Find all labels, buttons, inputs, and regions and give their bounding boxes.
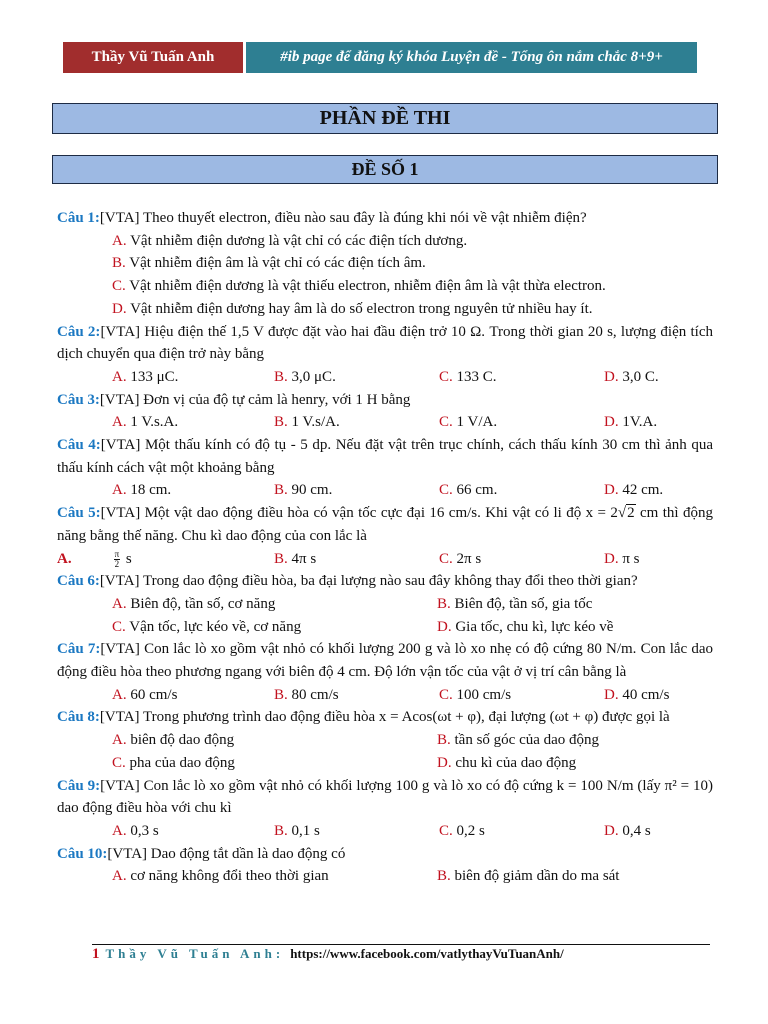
question-number: Câu 2:	[57, 323, 101, 340]
question-number: Câu 10:	[57, 845, 108, 862]
option-c	[439, 548, 604, 571]
option-letter: B.	[112, 255, 126, 272]
question-2	[57, 321, 713, 366]
option-letter: C.	[112, 618, 126, 635]
question-text: [VTA] Trong phương trình dao động điều hòa x = Acos(ωt + φ), đại lượng (ωt + φ) được gọi là	[99, 709, 670, 726]
option-text: 0,2 s	[456, 822, 485, 839]
question-text: [VTA] Theo thuyết electron, điều nào sau đây là đúng khi nói về vật nhiễm điện?	[99, 210, 587, 226]
option-c	[439, 411, 604, 434]
option-text: pha của dao động	[129, 754, 235, 771]
option-text: Vật nhiễm điện dương là vật chỉ có các điện tích dương.	[130, 232, 468, 249]
option-letter: B.	[437, 868, 451, 885]
option-letter: B.	[274, 368, 288, 385]
options-row	[57, 411, 713, 434]
question-9	[57, 775, 713, 820]
option-letter: C.	[112, 754, 126, 771]
option-letter: A.	[112, 595, 127, 612]
fraction	[114, 550, 121, 569]
option-letter: C.	[439, 686, 453, 703]
question-number: Câu 9:	[57, 777, 101, 794]
option-d	[604, 479, 663, 502]
option-text: cơ năng không đổi theo thời gian	[130, 868, 329, 885]
option-c	[439, 366, 604, 389]
question-text: [VTA] Con lắc lò xo gồm vật nhỏ có khối lượng 200 g và lò xo nhẹ có độ cứng 80 N/m. Con lắc dao động điều hòa theo phương ngang với biên độ 4 cm. Độ lớn vận tốc của vật ở vị trí cân bằng là	[57, 641, 713, 681]
option-letter: A.	[112, 822, 127, 839]
option-text: 1 V/A.	[456, 414, 498, 431]
option-text: biên độ giảm dần do ma sát	[454, 868, 620, 885]
option-text: 0,1 s	[291, 822, 320, 839]
option-d	[604, 366, 659, 389]
option-letter: D.	[112, 300, 127, 317]
option-b	[274, 479, 439, 502]
page-footer	[92, 946, 564, 963]
options-row	[57, 616, 713, 639]
option-c	[439, 684, 604, 707]
question-7	[57, 638, 713, 683]
option-c	[112, 752, 437, 775]
option-letter: C.	[439, 482, 453, 499]
option-text: Vận tốc, lực kéo về, cơ năng	[129, 618, 302, 635]
option-text: 2	[114, 558, 120, 569]
option-d	[604, 411, 657, 434]
option-letter: C.	[439, 414, 453, 431]
option-text: 66 cm.	[456, 482, 498, 499]
option-a	[112, 411, 274, 434]
option-a	[112, 593, 437, 616]
option-letter: A.	[112, 482, 127, 499]
option-text: 1V.A.	[622, 414, 658, 431]
section-title: PHẦN ĐỀ THI	[52, 103, 718, 134]
option-letter: A.	[57, 550, 72, 567]
question-10	[57, 843, 713, 866]
options-row	[57, 548, 713, 571]
options-row	[57, 593, 713, 616]
options-row	[57, 684, 713, 707]
page-number: 1	[92, 946, 100, 962]
header-author: Thầy Vũ Tuấn Anh	[63, 42, 243, 73]
option-text: 60 cm/s	[130, 686, 178, 703]
option-d	[604, 548, 640, 571]
option-text: Biên độ, tần số, cơ năng	[130, 595, 276, 612]
option-text: chu kì của dao động	[455, 754, 577, 771]
option-text: 0,3 s	[130, 822, 159, 839]
question-text: [VTA] Đơn vị của độ tự cảm là henry, với 1 H bằng	[99, 391, 411, 408]
option-letter: B.	[437, 732, 451, 749]
option-d	[437, 752, 576, 775]
option-d	[604, 684, 669, 707]
option-b	[57, 252, 713, 275]
question-text-cont: cm thì động năng bằng thế năng. Chu kì dao động của con lắc là	[57, 505, 713, 544]
question-number: Câu 6:	[57, 573, 100, 590]
options-row	[57, 865, 713, 888]
header-promo: #ib page để đăng ký khóa Luyện đề - Tổng ôn nắm chắc 8+9+	[243, 42, 697, 73]
option-text: Vật nhiễm điện âm là vật chỉ có các điện tích âm.	[129, 255, 426, 272]
option-c	[112, 616, 437, 639]
question-number: Câu 7:	[57, 641, 101, 658]
option-text: 4π s	[291, 550, 317, 567]
option-letter: D.	[437, 754, 452, 771]
option-text: 133 C.	[456, 368, 497, 385]
option-letter: A.	[112, 232, 127, 249]
option-text: 2π s	[456, 550, 482, 567]
header-bar	[63, 42, 697, 73]
option-text: 3,0 C.	[622, 368, 659, 385]
option-b	[274, 684, 439, 707]
exam-title: ĐỀ SỐ 1	[52, 155, 718, 184]
question-text: [VTA] Một thấu kính có độ tụ - 5 dp. Nếu đặt vật trên trục chính, cách thấu kính 30 cm thì ảnh qua thấu kính cách vật một khoảng bằng	[57, 437, 713, 476]
option-c	[439, 479, 604, 502]
option-text: 18 cm.	[130, 482, 172, 499]
options-row	[57, 752, 713, 775]
options-row	[57, 820, 713, 843]
option-letter: B.	[274, 482, 288, 499]
option-a	[57, 548, 274, 571]
option-text: s	[125, 550, 132, 567]
option-text: 1 V.s.A.	[130, 414, 179, 431]
option-letter: D.	[604, 482, 619, 499]
option-letter: B.	[274, 686, 288, 703]
footer-divider	[92, 944, 710, 945]
option-a	[112, 366, 274, 389]
question-text: [VTA] Hiệu điện thế 1,5 V được đặt vào hai đầu điện trở 10 Ω. Trong thời gian 20 s, lượng điện tích dịch chuyển qua điện trở này bằng	[57, 323, 714, 363]
option-text: biên độ dao động	[130, 732, 235, 749]
option-a	[112, 820, 274, 843]
option-b	[274, 820, 439, 843]
option-text: 40 cm/s	[622, 686, 670, 703]
question-number: Câu 5:	[57, 505, 101, 522]
option-text: 1 V.s/A.	[291, 414, 340, 431]
option-d	[437, 616, 613, 639]
option-letter: B.	[274, 550, 288, 567]
option-text: tần số góc của dao động	[454, 732, 600, 749]
option-text: π s	[622, 550, 640, 567]
option-d	[604, 820, 651, 843]
option-c	[57, 275, 713, 298]
question-number: Câu 1:	[57, 210, 100, 226]
option-text: Gia tốc, chu kì, lực kéo về	[455, 618, 614, 635]
question-6	[57, 570, 713, 593]
option-letter: C.	[439, 822, 453, 839]
option-letter: D.	[604, 368, 619, 385]
option-a	[112, 865, 437, 888]
option-a	[57, 230, 713, 253]
option-letter: A.	[112, 686, 127, 703]
option-text: 100 cm/s	[456, 686, 512, 703]
option-text: 2	[627, 505, 635, 522]
question-1	[57, 207, 713, 230]
option-b	[437, 865, 619, 888]
option-text: Vật nhiễm điện dương hay âm là do số electron trong nguyên tử nhiều hay ít.	[130, 300, 593, 317]
question-text: [VTA] Một vật dao động điều hòa có vận tốc cực đại 16 cm/s. Khi vật có li độ x = 2	[100, 505, 618, 522]
option-text: π	[114, 548, 120, 559]
option-letter: D.	[604, 550, 619, 567]
option-b	[437, 729, 599, 752]
option-letter: A.	[112, 414, 127, 431]
option-d	[57, 298, 713, 321]
option-letter: D.	[437, 618, 452, 635]
question-number: Câu 3:	[57, 391, 100, 408]
option-text: 0,4 s	[622, 822, 651, 839]
question-3	[57, 389, 713, 412]
options-row	[57, 479, 713, 502]
option-a	[112, 684, 274, 707]
option-b	[274, 411, 439, 434]
question-number: Câu 8:	[57, 709, 100, 726]
option-text: Biên độ, tần số, gia tốc	[454, 595, 593, 612]
facebook-link[interactable]: https://www.facebook.com/vatlythayVuTuanAnh/	[290, 946, 564, 961]
question-number: Câu 4:	[57, 437, 101, 454]
option-letter: C.	[439, 368, 453, 385]
option-c	[439, 820, 604, 843]
option-letter: D.	[604, 822, 619, 839]
question-5	[57, 502, 713, 547]
options-row	[57, 729, 713, 752]
question-text: [VTA] Trong dao động điều hòa, ba đại lượng nào sau đây không thay đổi theo thời gian?	[99, 573, 638, 590]
option-letter: C.	[439, 550, 453, 567]
option-b	[274, 548, 439, 571]
option-letter: A.	[112, 868, 127, 885]
question-4	[57, 434, 713, 479]
footer-author: Thầy Vũ Tuấn Anh:	[105, 946, 285, 961]
option-letter: D.	[604, 414, 619, 431]
option-text: 133 μC.	[130, 368, 179, 385]
option-letter: A.	[112, 732, 127, 749]
option-text: 3,0 μC.	[291, 368, 336, 385]
option-letter: D.	[604, 686, 619, 703]
option-a	[112, 479, 274, 502]
question-text: [VTA] Dao động tắt dần là dao động có	[107, 845, 346, 862]
option-text: Vật nhiễm điện dương là vật thiếu electron, nhiễm điện âm là vật thừa electron.	[129, 278, 606, 295]
option-letter: B.	[274, 822, 288, 839]
option-b	[437, 593, 592, 616]
option-letter: B.	[437, 595, 451, 612]
option-letter: C.	[112, 278, 126, 295]
option-text: 90 cm.	[291, 482, 333, 499]
question-text: [VTA] Con lắc lò xo gồm vật nhỏ có khối lượng 100 g và lò xo có độ cứng k = 100 N/m (lấy π² = 10) dao động điều hòa với chu kì	[57, 777, 714, 817]
option-b	[274, 366, 439, 389]
sqrt-symbol: √2	[617, 505, 635, 522]
option-text: 42 cm.	[622, 482, 664, 499]
option-text: 80 cm/s	[291, 686, 339, 703]
option-a	[112, 729, 437, 752]
question-list	[57, 207, 713, 888]
options-row	[57, 366, 713, 389]
option-letter: B.	[274, 414, 288, 431]
option-letter: A.	[112, 368, 127, 385]
question-8	[57, 706, 713, 729]
